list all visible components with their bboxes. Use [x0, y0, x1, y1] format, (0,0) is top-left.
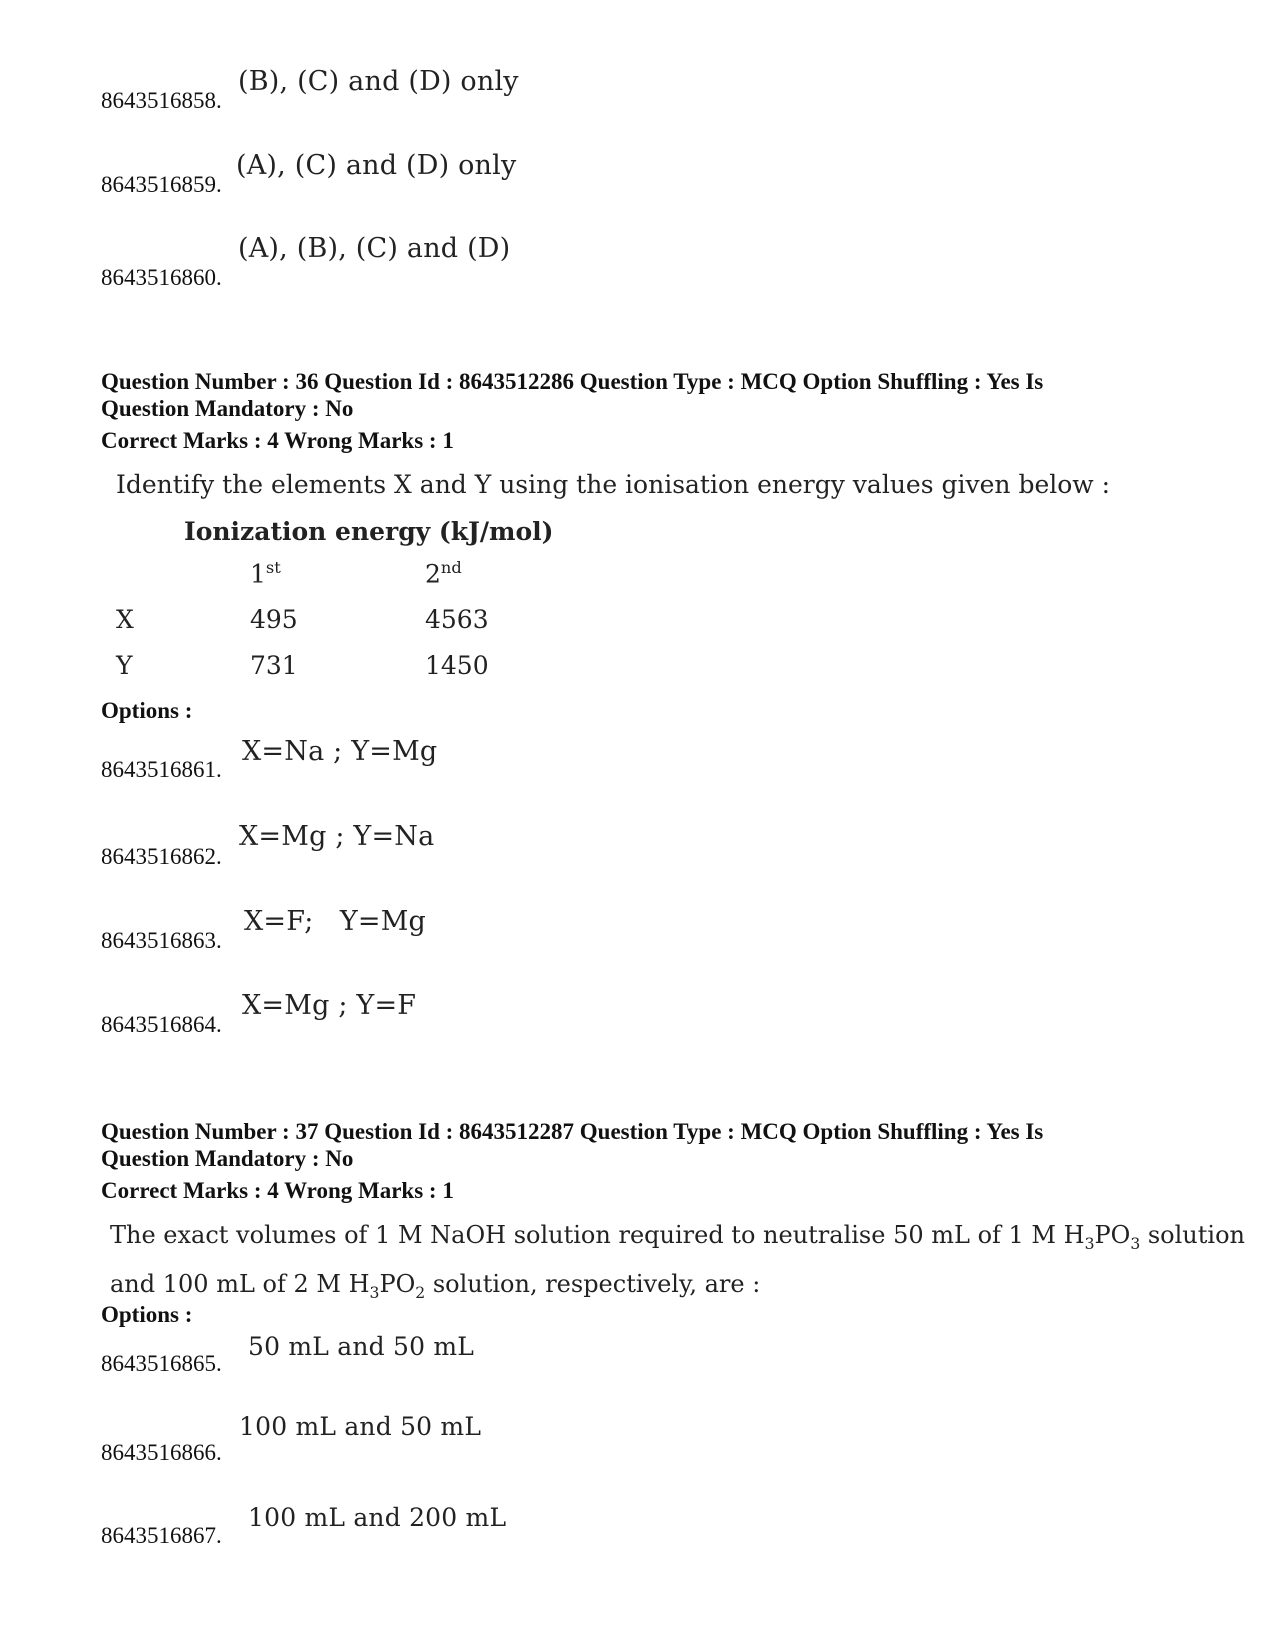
- question-marks: Correct Marks : 4 Wrong Marks : 1: [101, 428, 454, 453]
- cell-first: 731: [250, 651, 298, 680]
- table-col-header-1: 1st: [250, 558, 281, 589]
- options-label: Options :: [101, 698, 193, 723]
- option-text: (A), (C) and (D) only: [236, 150, 517, 181]
- question-text-line: The exact volumes of 1 M NaOH solution required to neutralise 50 mL of 1 M $H_3PO_3$ solution: [110, 1221, 1245, 1253]
- option-text: (A), (B), (C) and (D): [238, 233, 511, 264]
- cell-second: 4563: [425, 605, 489, 634]
- question-text-line: and 100 mL of 2 M $H_3PO_2$ solution, respectively, are :: [110, 1269, 761, 1302]
- option-text: 100 mL and 50 mL: [239, 1412, 482, 1441]
- option-text: X=Mg ; Y=Na: [239, 821, 435, 852]
- option-id: 8643516861.: [101, 757, 222, 782]
- option-id: 8643516867.: [101, 1523, 222, 1548]
- question-text: Identify the elements X and Y using the ionisation energy values given below :: [116, 470, 1111, 499]
- option-id: 8643516864.: [101, 1012, 222, 1037]
- question-header: [101, 368, 1221, 422]
- option-id: 8643516859.: [101, 172, 222, 197]
- question-header: [101, 1118, 1221, 1172]
- option-id: 8643516862.: [101, 844, 222, 869]
- option-id: 8643516865.: [101, 1351, 222, 1376]
- option-text: (B), (C) and (D) only: [238, 66, 519, 97]
- question-header-line: Question Number : 37 Question Id : 8643512287 Question Type : MCQ Option Shuffling : Yes Is: [101, 1119, 1044, 1144]
- option-text: X=F; Y=Mg: [244, 906, 427, 937]
- question-header-line: Question Number : 36 Question Id : 8643512286 Question Type : MCQ Option Shuffling : Yes Is: [101, 369, 1044, 394]
- option-id: 8643516860.: [101, 265, 222, 290]
- option-id: 8643516863.: [101, 928, 222, 953]
- row-label: X: [116, 605, 134, 634]
- option-id: 8643516858.: [101, 88, 222, 113]
- question-text: [110, 1215, 1260, 1313]
- options-label: Options :: [101, 1302, 193, 1327]
- question-marks: Correct Marks : 4 Wrong Marks : 1: [101, 1178, 454, 1203]
- cell-first: 495: [250, 605, 298, 634]
- option-text: 100 mL and 200 mL: [248, 1503, 507, 1532]
- cell-second: 1450: [425, 651, 489, 680]
- option-text: X=Na ; Y=Mg: [242, 736, 438, 767]
- option-text: 50 mL and 50 mL: [248, 1332, 475, 1361]
- option-id: 8643516866.: [101, 1440, 222, 1465]
- row-label: Y: [116, 651, 133, 680]
- table-col-header-2: 2nd: [425, 558, 462, 589]
- table-title: Ionization energy (kJ/mol): [184, 517, 554, 546]
- question-header-line: Question Mandatory : No: [101, 1146, 354, 1171]
- question-header-line: Question Mandatory : No: [101, 396, 354, 421]
- option-text: X=Mg ; Y=F: [242, 990, 417, 1021]
